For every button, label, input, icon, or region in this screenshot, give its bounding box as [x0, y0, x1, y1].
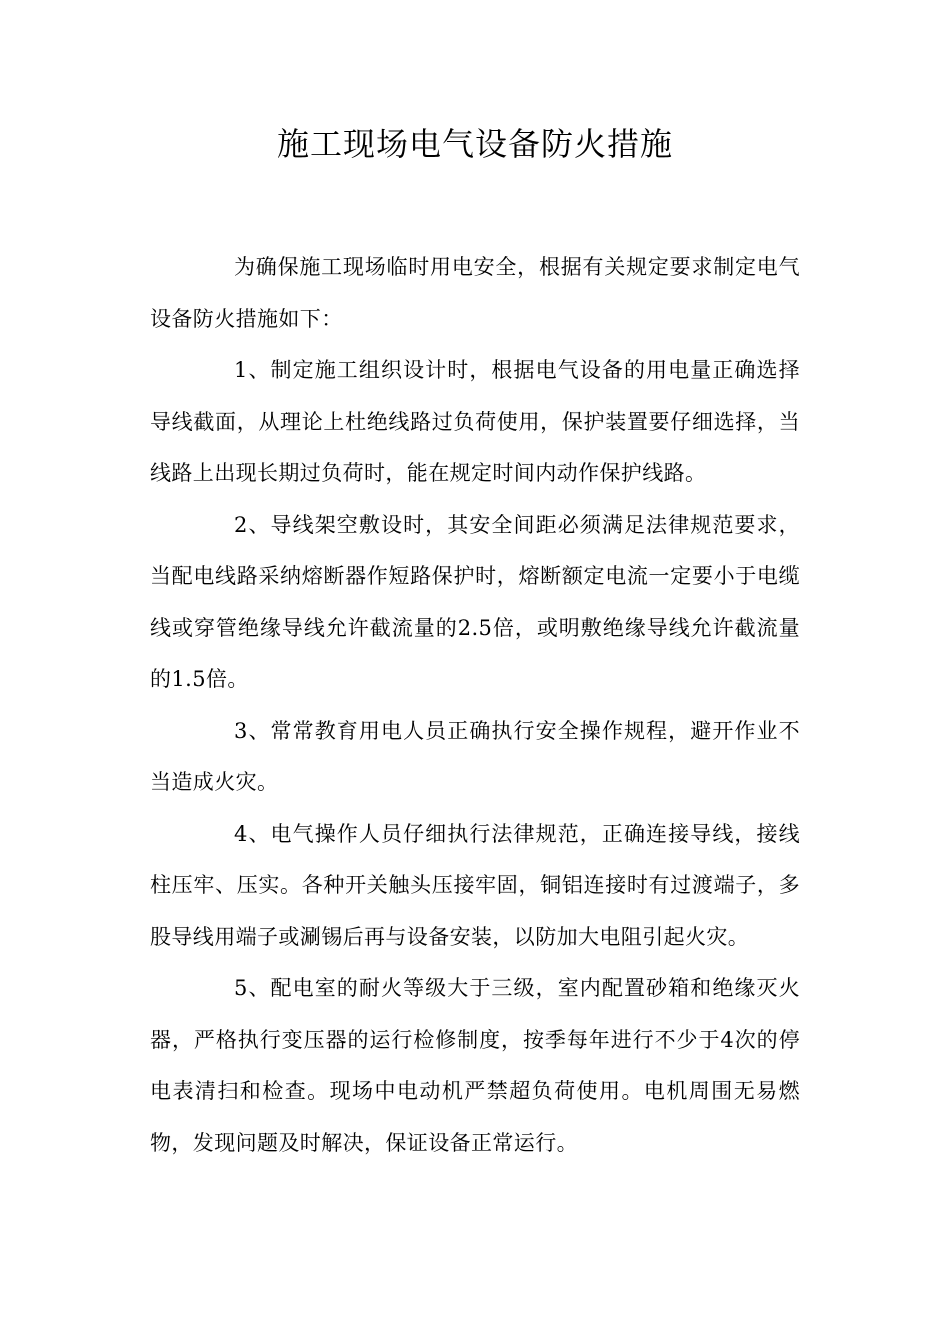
document-title: 施工现场电气设备防火措施 — [276, 125, 673, 163]
intro-paragraph: 为确保施工现场临时用电安全，根据有关规定要求制定电气设备防火措施如下： — [150, 255, 800, 331]
measure-paragraph-5: 5、配电室的耐火等级大于三级，室内配置砂箱和绝缘灭火器，严格执行变压器的运行检修制度，按季每年进行不少于4次的停电表清扫和检查。现场中电动机严禁超负荷使用。电机周围无易燃物，发现问题及时解决，保证设备正常运行。 — [150, 976, 800, 1155]
measure-paragraph-2: 2、导线架空敷设时，其安全间距必须满足法律规范要求，当配电线路采纳熔断器作短路保护时，熔断额定电流一定要小于电缆线或穿管绝缘导线允许截流量的2.5倍，或明敷绝缘导线允许截流量的1.5倍。 — [150, 512, 800, 691]
measure-paragraph-4: 4、电气操作人员仔细执行法律规范，正确连接导线，接线柱压牢、压实。各种开关触头压接牢固，铜铝连接时有过渡端子，多股导线用端子或涮锡后再与设备安装，以防加大电阻引起火灾。 — [150, 821, 800, 949]
measure-paragraph-1: 1、制定施工组织设计时，根据电气设备的用电量正确选择导线截面，从理论上杜绝线路过负荷使用，保护装置要仔细选择，当线路上出现长期过负荷时，能在规定时间内动作保护线路。 — [150, 358, 800, 485]
measure-paragraph-3: 3、常常教育用电人员正确执行安全操作规程，避开作业不当造成火灾。 — [150, 718, 800, 794]
document-body — [150, 242, 800, 1169]
